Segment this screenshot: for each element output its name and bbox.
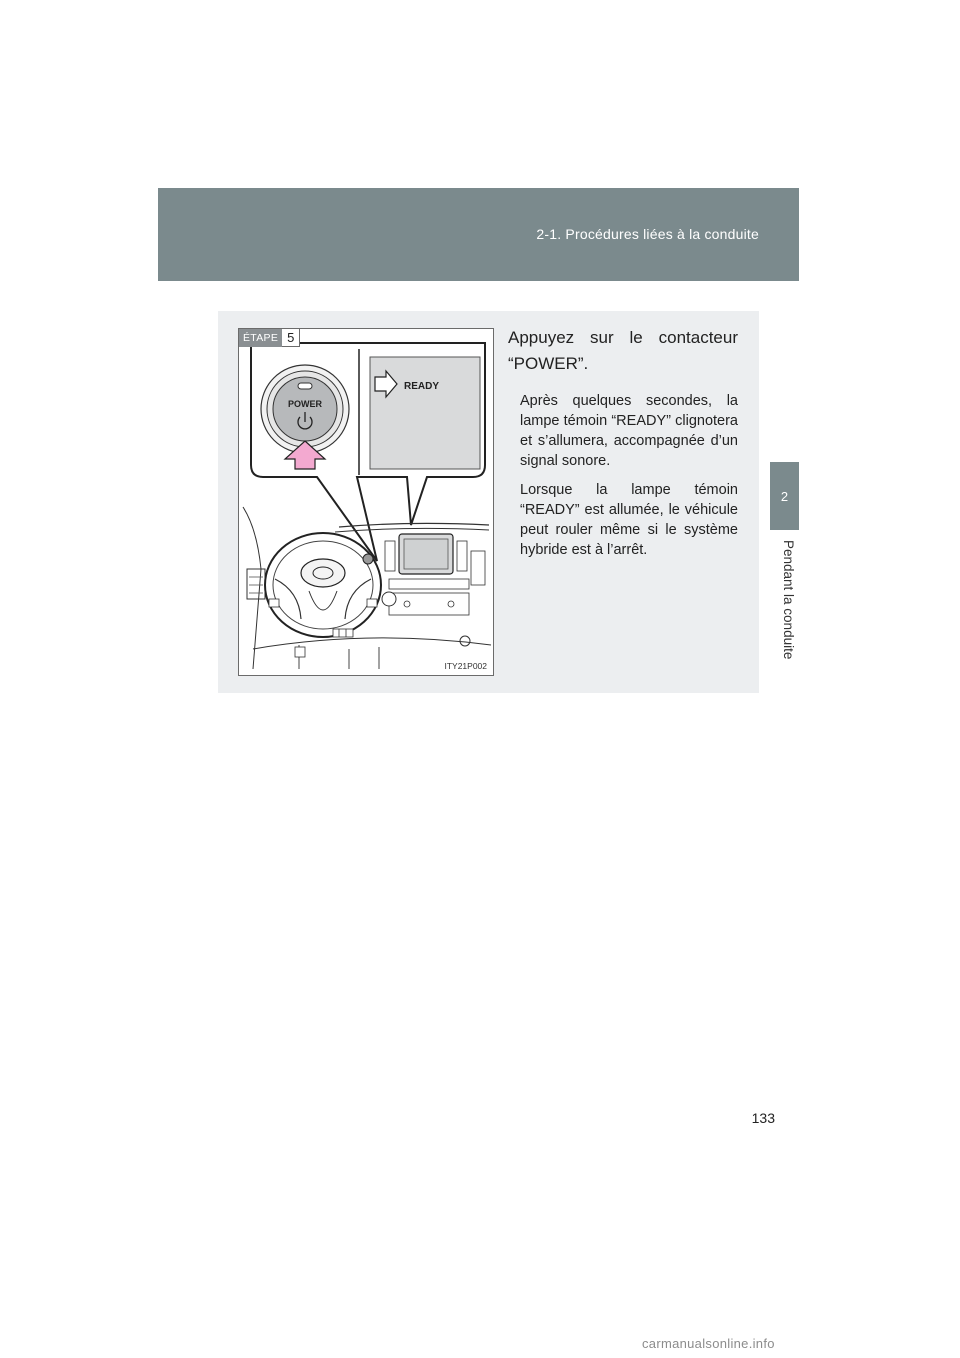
section-title: 2-1. Procédures liées à la conduite — [536, 226, 759, 242]
pedal — [295, 647, 305, 657]
instruction-heading: Appuyez sur le contacteur “POWER”. — [508, 328, 738, 373]
right-air-vent — [471, 551, 485, 585]
dashboard-illustration — [238, 328, 494, 676]
chapter-tab: 2 — [770, 462, 799, 530]
footer — [0, 1326, 960, 1358]
watermark: carmanualsonline.info — [642, 1336, 775, 1351]
center-right-vent — [457, 541, 467, 571]
dashboard-drawing — [239, 329, 495, 677]
instruction-text — [508, 325, 738, 560]
control-knob — [382, 592, 396, 606]
left-air-vent — [247, 569, 265, 599]
steering-hub — [301, 559, 345, 587]
radio-slot — [389, 579, 469, 589]
center-left-vent — [385, 541, 395, 571]
instruction-panel — [218, 311, 759, 693]
power-button-label: POWER — [287, 399, 323, 409]
step-badge — [239, 329, 300, 347]
step-label: ÉTAPE — [239, 329, 282, 347]
dash-power-button — [363, 554, 373, 564]
section-header — [158, 188, 799, 281]
hybrid-system-paragraph: Lorsque la lampe témoin “READY” est allumée, le véhicule peut rouler même si le système hybride est à l’arrêt. — [520, 482, 738, 558]
figure-code: ITY21P002 — [444, 661, 487, 671]
switch-panel — [333, 629, 353, 637]
step-number: 5 — [282, 329, 300, 347]
page-number: 133 — [751, 1110, 775, 1126]
ready-indicator: READY — [404, 381, 440, 392]
chapter-label: Pendant la conduite — [781, 540, 796, 660]
climate-controls — [389, 593, 469, 615]
ready-lamp-paragraph: Après quelques secondes, la lampe témoin “READY” clignotera et s’allumera, accompagnée d’un signal sonore. — [520, 393, 738, 469]
